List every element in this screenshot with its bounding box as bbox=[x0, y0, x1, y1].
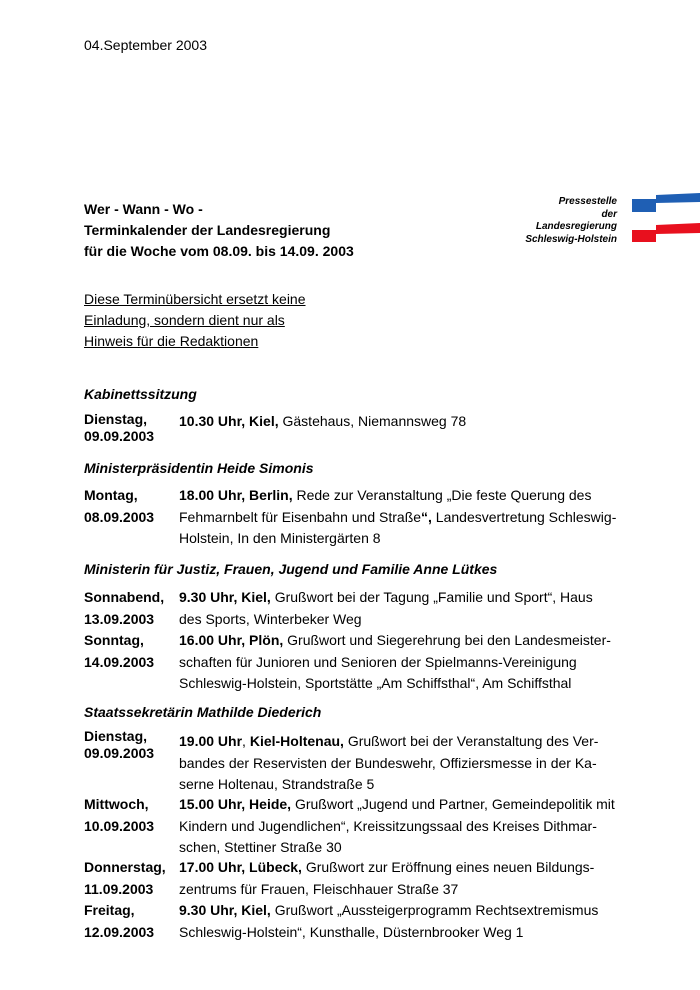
entry-date: 10.09.2003 bbox=[84, 817, 155, 834]
entry-line bbox=[179, 857, 634, 879]
entry-time-place: 18.00 Uhr, Berlin, bbox=[179, 487, 293, 503]
entry-day bbox=[84, 857, 180, 900]
logo-line: Landesregierung bbox=[535, 221, 617, 232]
entry-line: Schleswig-Holstein“, Kunsthalle, Düsternbrooker Weg 1 bbox=[179, 923, 524, 940]
logo-blue-stripe bbox=[632, 193, 700, 212]
entry-date: 09.09.2003 bbox=[84, 428, 155, 444]
logo-red-stripe bbox=[632, 223, 700, 242]
entry-weekday: Dienstag, bbox=[84, 411, 148, 427]
entry-quote-mark: “, bbox=[421, 508, 432, 525]
entry-description: Landesvertretung Schleswig- bbox=[431, 508, 617, 525]
entry-date: 14.09.2003 bbox=[84, 653, 155, 670]
entry-text bbox=[179, 587, 634, 630]
title-line: Terminkalender der Landesregierung bbox=[84, 222, 331, 238]
entry-line: Holstein, In den Ministergärten 8 bbox=[179, 530, 381, 546]
entry-text bbox=[179, 731, 634, 796]
entry-time-place: 10.30 Uhr, Kiel, bbox=[179, 413, 279, 429]
entry-description: Grußwort „Jugend und Partner, Gemeindepolitik mit bbox=[291, 796, 615, 812]
note-line: Einladung, sondern dient nur als bbox=[84, 312, 285, 328]
entry-description: Gästehaus, Niemannsweg 78 bbox=[278, 413, 467, 429]
note-line: Hinweis für die Redaktionen bbox=[84, 333, 259, 349]
entry-line bbox=[179, 794, 634, 816]
entry-text bbox=[179, 485, 634, 550]
entry-description: Fehmarnbelt für Eisenbahn und Straße bbox=[179, 508, 422, 525]
entry-day bbox=[84, 728, 180, 762]
document-date: 04.September 2003 bbox=[84, 37, 207, 53]
entry-line: des Sports, Winterbeker Weg bbox=[179, 610, 362, 627]
entry-text bbox=[179, 630, 634, 695]
entry-place: Kiel-Holtenau, bbox=[249, 733, 344, 749]
logo-line: Pressestelle bbox=[558, 196, 617, 207]
entry-weekday: Donnerstag, bbox=[84, 859, 166, 875]
title-line: für die Woche vom 08.09. bis 14.09. 2003 bbox=[84, 243, 354, 259]
entry-day bbox=[84, 630, 180, 673]
entry-line bbox=[179, 731, 634, 753]
entry-text bbox=[179, 413, 634, 430]
entry-date: 13.09.2003 bbox=[84, 610, 155, 627]
entry-text bbox=[179, 900, 634, 943]
entry-weekday: Mittwoch, bbox=[84, 796, 149, 812]
section-heading: Kabinettssitzung bbox=[84, 386, 197, 402]
entry-time-place: 16.00 Uhr, Plön, bbox=[179, 632, 284, 648]
flag-logo-icon bbox=[632, 193, 700, 243]
entry-description: Grußwort zur Eröffnung eines neuen Bildungs- bbox=[301, 859, 595, 875]
entry-date: 09.09.2003 bbox=[84, 745, 155, 761]
entry-date: 11.09.2003 bbox=[84, 880, 154, 897]
entry-date: 08.09.2003 bbox=[84, 508, 155, 525]
section-heading: Staatssekretärin Mathilde Diederich bbox=[84, 704, 322, 720]
logo-caption bbox=[417, 196, 617, 246]
entry-line: Schleswig-Holstein, Sportstätte „Am Schiffsthal“, Am Schiffsthal bbox=[179, 675, 572, 691]
entry-description: Grußwort und Siegerehrung bei den Landesmeister- bbox=[283, 632, 611, 648]
entry-description: Grußwort bei der Tagung „Familie und Sport“, Haus bbox=[270, 589, 593, 605]
entry-day bbox=[84, 900, 180, 943]
entry-line bbox=[179, 507, 634, 529]
entry-time-place: 9.30 Uhr, Kiel, bbox=[179, 589, 271, 605]
logo-line: der bbox=[601, 208, 617, 220]
entry-time-place: 17.00 Uhr, Lübeck, bbox=[179, 859, 302, 875]
editorial-note bbox=[84, 289, 306, 352]
entry-time: 19.00 Uhr bbox=[179, 733, 243, 749]
entry-line: bandes der Reservisten der Bundeswehr, Offiziersmesse in der Ka- bbox=[179, 754, 597, 771]
entry-day bbox=[84, 485, 180, 528]
logo-line: Schleswig-Holstein bbox=[525, 233, 617, 245]
entry-line bbox=[179, 485, 634, 507]
entry-description: Grußwort „Aussteigerprogramm Rechtsextremismus bbox=[270, 902, 599, 918]
page-title bbox=[84, 199, 354, 262]
entry-day bbox=[84, 411, 180, 445]
entry-date: 12.09.2003 bbox=[84, 923, 155, 940]
entry-line bbox=[179, 900, 634, 922]
entry-description: Grußwort bei der Veranstaltung des Ver- bbox=[343, 733, 599, 749]
entry-line bbox=[179, 630, 634, 652]
entry-line: zentrums für Frauen, Fleischhauer Straße 37 bbox=[179, 880, 459, 897]
section-heading: Ministerpräsidentin Heide Simonis bbox=[84, 460, 314, 476]
entry-time-place: 9.30 Uhr, Kiel, bbox=[179, 902, 271, 918]
entry-description: Rede zur Veranstaltung „Die feste Querung des bbox=[292, 487, 592, 503]
entry-line: schaften für Junioren und Senioren der Spielmanns-Vereinigung bbox=[179, 653, 577, 670]
entry-day bbox=[84, 794, 180, 837]
entry-weekday: Dienstag, bbox=[84, 728, 148, 744]
entry-line: schen, Stettiner Straße 30 bbox=[179, 839, 342, 855]
entry-weekday: Montag, bbox=[84, 487, 138, 503]
entry-line: Kindern und Jugendlichen“, Kreissitzungssaal des Kreises Dithmar- bbox=[179, 817, 597, 834]
entry-separator: , bbox=[242, 733, 250, 749]
section-heading: Ministerin für Justiz, Frauen, Jugend und Familie Anne Lütkes bbox=[84, 561, 498, 577]
title-line: Wer - Wann - Wo - bbox=[84, 201, 203, 217]
note-line: Diese Terminübersicht ersetzt keine bbox=[84, 291, 306, 307]
entry-text bbox=[179, 857, 634, 900]
entry-weekday: Freitag, bbox=[84, 902, 135, 918]
entry-text bbox=[179, 794, 634, 859]
entry-line bbox=[179, 587, 634, 609]
entry-weekday: Sonntag, bbox=[84, 632, 144, 648]
entry-day bbox=[84, 587, 180, 630]
entry-line: serne Holtenau, Strandstraße 5 bbox=[179, 776, 375, 792]
entry-time-place: 15.00 Uhr, Heide, bbox=[179, 796, 292, 812]
entry-weekday: Sonnabend, bbox=[84, 589, 165, 605]
